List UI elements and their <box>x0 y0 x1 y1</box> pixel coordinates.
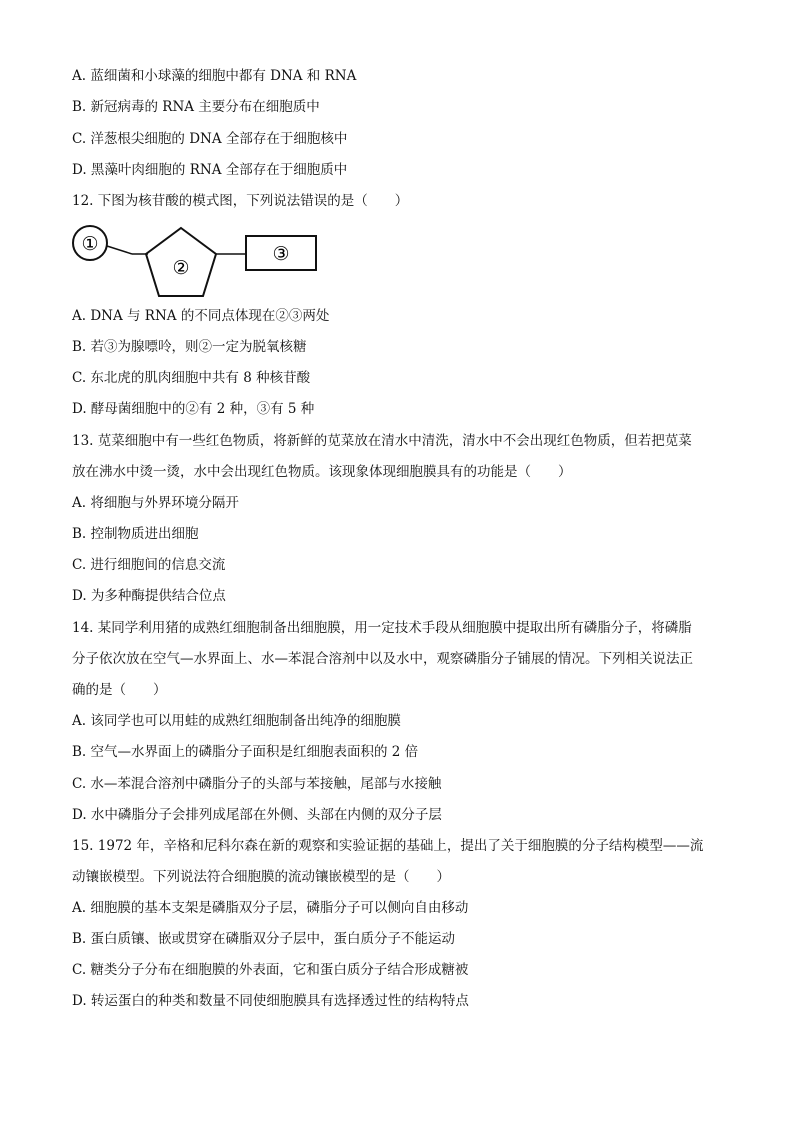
bond-line-1 <box>107 246 132 254</box>
circle-label: ① <box>81 233 99 255</box>
q11-option-a: A. 蓝细菌和小球藻的细胞中都有 DNA 和 RNA <box>72 68 357 84</box>
q12-option-d: D. 酵母菌细胞中的②有 2 种，③有 5 种 <box>72 401 315 417</box>
q15-stem-line-2: 动镶嵌模型。下列说法符合细胞膜的流动镶嵌模型的是（ ） <box>72 869 450 885</box>
q12-stem: 12. 下图为核苷酸的模式图，下列说法错误的是（ ） <box>72 193 409 209</box>
q13-option-d: D. 为多种酶提供结合位点 <box>72 588 226 604</box>
q12-option-b: B. 若③为腺嘌呤，则②一定为脱氧核糖 <box>72 339 307 355</box>
q15-option-c: C. 糖类分子分布在细胞膜的外表面，它和蛋白质分子结合形成糖被 <box>72 962 469 978</box>
q15-option-a: A. 细胞膜的基本支架是磷脂双分子层，磷脂分子可以侧向自由移动 <box>72 900 469 916</box>
q15-stem-line-1: 15. 1972 年，辛格和尼科尔森在新的观察和实验证据的基础上，提出了关于细胞膜的分子结构模型——流 <box>72 838 704 854</box>
q11-option-d: D. 黑藻叶肉细胞的 RNA 全部存在于细胞质中 <box>72 162 348 178</box>
q14-stem-line-2: 分子依次放在空气—水界面上、水—苯混合溶剂中以及水中，观察磷脂分子铺展的情况。下列相关说法正 <box>72 651 693 667</box>
q11-option-b: B. 新冠病毒的 RNA 主要分布在细胞质中 <box>72 99 320 115</box>
q14-option-b: B. 空气—水界面上的磷脂分子面积是红细胞表面积的 2 倍 <box>72 744 419 760</box>
rect-label: ③ <box>272 243 290 265</box>
q14-option-a: A. 该同学也可以用蛙的成熟红细胞制备出纯净的细胞膜 <box>72 713 401 729</box>
q14-option-d: D. 水中磷脂分子会排列成尾部在外侧、头部在内侧的双分子层 <box>72 807 442 823</box>
q11-option-c: C. 洋葱根尖细胞的 DNA 全部存在于细胞核中 <box>72 131 348 147</box>
q15-option-d: D. 转运蛋白的种类和数量不同使细胞膜具有选择透过性的结构特点 <box>72 993 469 1009</box>
q13-stem-line-2: 放在沸水中烫一烫，水中会出现红色物质。该现象体现细胞膜具有的功能是（ ） <box>72 464 572 480</box>
nucleotide-diagram <box>70 224 330 302</box>
q14-stem-line-3: 确的是（ ） <box>72 682 167 698</box>
q13-stem-line-1: 13. 苋菜细胞中有一些红色物质，将新鲜的苋菜放在清水中清洗，清水中不会出现红色物质，但若把苋菜 <box>72 433 692 449</box>
q14-stem-line-1: 14. 某同学利用猪的成熟红细胞制备出细胞膜，用一定技术手段从细胞膜中提取出所有磷脂分子，将磷脂 <box>72 620 692 636</box>
q13-option-b: B. 控制物质进出细胞 <box>72 526 199 542</box>
q12-option-a: A. DNA 与 RNA 的不同点体现在②③两处 <box>72 308 330 324</box>
q14-option-c: C. 水—苯混合溶剂中磷脂分子的头部与苯接触，尾部与水接触 <box>72 776 442 792</box>
q12-option-c: C. 东北虎的肌肉细胞中共有 8 种核苷酸 <box>72 370 311 386</box>
q13-option-c: C. 进行细胞间的信息交流 <box>72 557 226 573</box>
q15-option-b: B. 蛋白质镶、嵌或贯穿在磷脂双分子层中，蛋白质分子不能运动 <box>72 931 456 947</box>
pentagon-label: ② <box>172 257 190 279</box>
q13-option-a: A. 将细胞与外界环境分隔开 <box>72 495 239 511</box>
